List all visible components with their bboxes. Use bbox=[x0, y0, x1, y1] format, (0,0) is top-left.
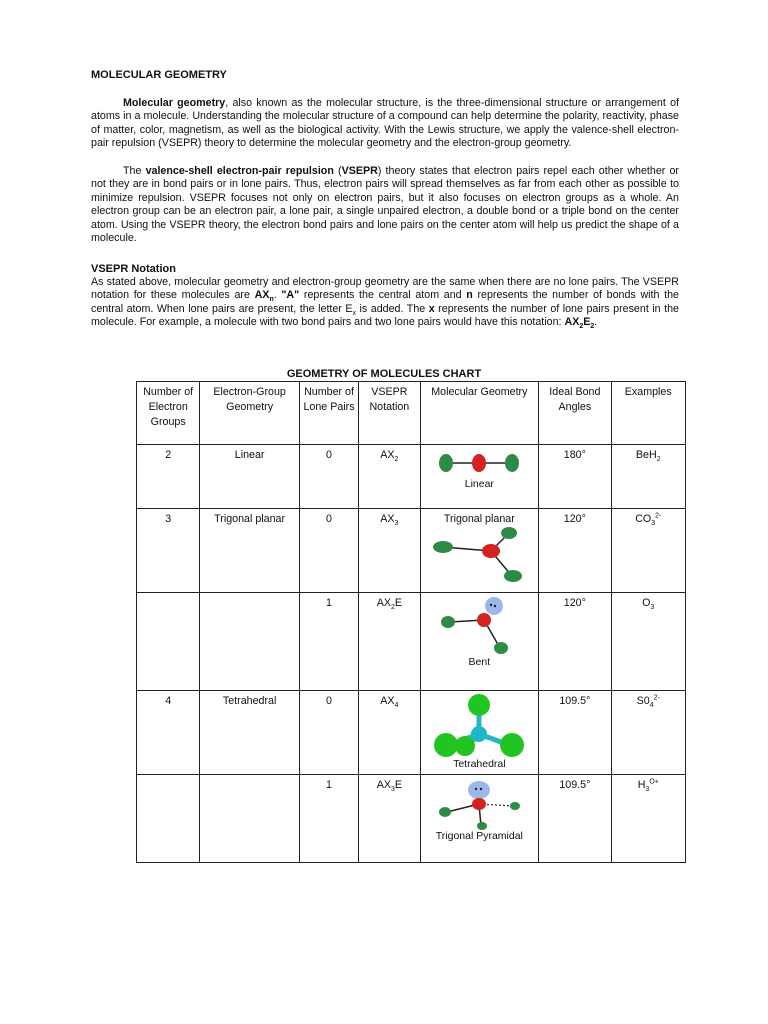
notation-ex: x bbox=[352, 309, 357, 317]
intro-paragraph bbox=[91, 97, 679, 151]
notation-heading: VSEPR Notation bbox=[91, 263, 176, 275]
example-sub: 2 bbox=[656, 456, 661, 464]
cell-notation bbox=[359, 691, 420, 775]
cell-molecular-geometry bbox=[420, 691, 539, 775]
notation-t5: is added. The bbox=[356, 302, 429, 315]
notation-x: x bbox=[428, 302, 435, 315]
notation-t4: represents the number of bonds with the central atom. When lone pairs are present, the letter E bbox=[91, 289, 679, 315]
table-row bbox=[137, 775, 686, 863]
outer-atom bbox=[434, 733, 458, 757]
outer-atom bbox=[500, 733, 524, 757]
linear-molecule-image bbox=[434, 448, 524, 478]
trigonal-planar-molecule-image bbox=[429, 527, 529, 585]
notation-base: AX bbox=[380, 449, 395, 461]
example-base: CO bbox=[635, 513, 652, 525]
outer-atom bbox=[439, 807, 451, 817]
notation-sub: 2 bbox=[390, 604, 395, 612]
header-bond-angles: Ideal Bond Angles bbox=[539, 382, 611, 445]
header-examples: Examples bbox=[611, 382, 685, 445]
molecule-caption: Linear bbox=[464, 478, 494, 490]
cell-groups: 3 bbox=[137, 509, 200, 593]
trigonal-pyramidal-molecule-image bbox=[429, 778, 529, 830]
cell-lone-pairs: 1 bbox=[299, 775, 358, 863]
electron-dot bbox=[480, 788, 482, 790]
cell-lone-pairs: 1 bbox=[299, 593, 358, 691]
notation-base: AX bbox=[380, 695, 395, 707]
tetrahedral-molecule-image bbox=[429, 694, 529, 758]
table-row bbox=[137, 691, 686, 775]
cell-bond-angle: 120° bbox=[539, 509, 611, 593]
header-molecular-geometry: Molecular Geometry bbox=[420, 382, 539, 445]
cell-electron-geometry bbox=[200, 593, 300, 691]
molecule-caption: Tetrahedral bbox=[453, 758, 506, 770]
notation-t2: . bbox=[273, 289, 282, 302]
header-electron-group-geometry: Electron-Group Geometry bbox=[200, 382, 300, 445]
lone-pair bbox=[468, 781, 490, 799]
example-base: O bbox=[642, 597, 651, 609]
notation-sub: 4 bbox=[394, 702, 399, 710]
notation-sub: 3 bbox=[394, 520, 399, 528]
notation-example-e: E bbox=[583, 316, 591, 329]
notation-t6: represents the number of lone pairs present in the molecule. For example, a molecule with two bond pairs and two lone pairs would have this notation: bbox=[91, 302, 679, 329]
cell-notation bbox=[359, 593, 420, 691]
geometry-table bbox=[136, 381, 686, 863]
cell-electron-geometry: Trigonal planar bbox=[200, 509, 300, 593]
central-atom bbox=[471, 726, 487, 742]
example-sub: 4 bbox=[649, 702, 654, 710]
cell-electron-geometry bbox=[200, 775, 300, 863]
cell-molecular-geometry bbox=[420, 593, 539, 691]
notation-paragraph bbox=[91, 276, 679, 330]
cell-notation bbox=[359, 509, 420, 593]
example-base: S0 bbox=[636, 695, 650, 707]
outer-atom bbox=[468, 694, 490, 716]
cell-electron-geometry: Tetrahedral bbox=[200, 691, 300, 775]
cell-electron-geometry: Linear bbox=[200, 445, 300, 509]
notation-example-2: 2 bbox=[579, 323, 584, 331]
example-sup: O+ bbox=[649, 778, 659, 786]
notation-example-2b: 2 bbox=[590, 323, 595, 331]
vsepr-text: ) theory states that electron pairs repel each other whether or not they are in bond pairs or in lone pairs. Thus, electron pairs will spread themselves as far from each other as possible to minimize repulsion. VSEPR focuses not only on electron pairs, but it also focuses on electron groups as a whole. An electron group can be an electron pair, a lone pair, a single unpaired electron, a double bond or a triple bond on the center atom. Using the VSEPR theory, the electron bond pairs and lone pairs on the center atom will help us predict the shape of a molecule. bbox=[91, 165, 679, 245]
outer-atom bbox=[433, 541, 453, 553]
vsepr-abbr: VSEPR bbox=[341, 165, 378, 177]
cell-example bbox=[611, 445, 685, 509]
cell-groups: 2 bbox=[137, 445, 200, 509]
example-base: BeH bbox=[635, 449, 657, 461]
molecule-caption: Bent bbox=[468, 656, 491, 668]
cell-bond-angle: 109.5° bbox=[539, 691, 611, 775]
cell-bond-angle: 109.5° bbox=[539, 775, 611, 863]
notation-a: "A" bbox=[281, 289, 300, 302]
cell-groups bbox=[137, 775, 200, 863]
table-header-row bbox=[137, 382, 686, 445]
notation-e: E bbox=[394, 597, 402, 609]
notation-e: E bbox=[394, 779, 402, 791]
outer-atom bbox=[441, 616, 455, 628]
outer-atom bbox=[504, 570, 522, 582]
vsepr-pre: The bbox=[123, 165, 146, 177]
cell-lone-pairs: 0 bbox=[299, 509, 358, 593]
electron-dot bbox=[475, 788, 477, 790]
central-atom bbox=[472, 798, 486, 810]
cell-lone-pairs: 0 bbox=[299, 445, 358, 509]
vsepr-mid: ( bbox=[333, 165, 342, 177]
cell-molecular-geometry bbox=[420, 775, 539, 863]
cell-notation bbox=[359, 445, 420, 509]
example-sub: 3 bbox=[651, 520, 656, 528]
table-title: GEOMETRY OF MOLECULES CHART bbox=[286, 368, 482, 380]
outer-atom bbox=[439, 454, 453, 472]
electron-dot bbox=[494, 605, 496, 607]
outer-atom bbox=[477, 822, 487, 830]
cell-groups: 4 bbox=[137, 691, 200, 775]
vsepr-term: valence-shell electron-pair repulsion bbox=[145, 165, 334, 177]
notation-ax: AX bbox=[254, 289, 270, 302]
table-row bbox=[137, 509, 686, 593]
notation-t7: . bbox=[594, 316, 598, 329]
central-atom bbox=[482, 544, 500, 558]
central-atom bbox=[472, 454, 486, 472]
header-electron-groups: Number of Electron Groups bbox=[137, 382, 200, 445]
document-title: MOLECULAR GEOMETRY bbox=[91, 69, 227, 81]
table-row bbox=[137, 593, 686, 691]
outer-atom bbox=[510, 802, 520, 810]
outer-atom bbox=[455, 736, 475, 756]
cell-lone-pairs: 0 bbox=[299, 691, 358, 775]
cell-molecular-geometry bbox=[420, 445, 539, 509]
central-atom bbox=[477, 613, 491, 627]
intro-term: Molecular geometry bbox=[123, 97, 226, 109]
notation-base: AX bbox=[376, 779, 391, 791]
notation-n: n bbox=[466, 289, 473, 302]
vsepr-paragraph bbox=[91, 165, 679, 245]
electron-dot bbox=[490, 604, 492, 606]
molecule-caption: Trigonal Pyramidal bbox=[435, 830, 523, 842]
cell-notation bbox=[359, 775, 420, 863]
bent-molecule-image bbox=[434, 596, 524, 656]
outer-atom bbox=[505, 454, 519, 472]
table-row bbox=[137, 445, 686, 509]
notation-example-a: AX bbox=[564, 316, 580, 329]
notation-axn: n bbox=[269, 296, 274, 304]
molecular-geometry-label: Trigonal planar bbox=[443, 513, 515, 525]
cell-groups bbox=[137, 593, 200, 691]
outer-atom bbox=[501, 527, 517, 539]
example-sup: 2- bbox=[653, 694, 660, 702]
example-sub: 3 bbox=[650, 604, 655, 612]
notation-sub: 2 bbox=[394, 456, 399, 464]
cell-molecular-geometry bbox=[420, 509, 539, 593]
notation-t1: As stated above, molecular geometry and electron-group geometry are the same when there are no lone pairs. The VSEPR notation for these molecules are bbox=[91, 276, 679, 302]
example-base: H bbox=[637, 779, 646, 791]
cell-bond-angle: 120° bbox=[539, 593, 611, 691]
cell-example bbox=[611, 691, 685, 775]
example-sup: 2- bbox=[655, 512, 662, 520]
intro-text: , also known as the molecular structure, is the three-dimensional structure or arrangement of atoms in a molecule. Understanding the molecular structure of a compound can help determine the polarity, reactivity, phase of matter, color, magnetism, as well as the biological activity. With the Lewis structure, we apply the valence-shell electron-pair repulsion (VSEPR) theory to determine the molecular geometry and the electron-group geometry. bbox=[91, 97, 679, 150]
notation-sub: 3 bbox=[390, 786, 395, 794]
header-lone-pairs: Number of Lone Pairs bbox=[299, 382, 358, 445]
cell-bond-angle: 180° bbox=[539, 445, 611, 509]
notation-base: AX bbox=[380, 513, 395, 525]
cell-example bbox=[611, 775, 685, 863]
cell-example bbox=[611, 593, 685, 691]
notation-t3: represents the central atom and bbox=[299, 289, 467, 302]
cell-example bbox=[611, 509, 685, 593]
notation-base: AX bbox=[376, 597, 391, 609]
outer-atom bbox=[494, 642, 508, 654]
example-sub: 3 bbox=[645, 786, 650, 794]
header-vsepr-notation: VSEPR Notation bbox=[359, 382, 420, 445]
